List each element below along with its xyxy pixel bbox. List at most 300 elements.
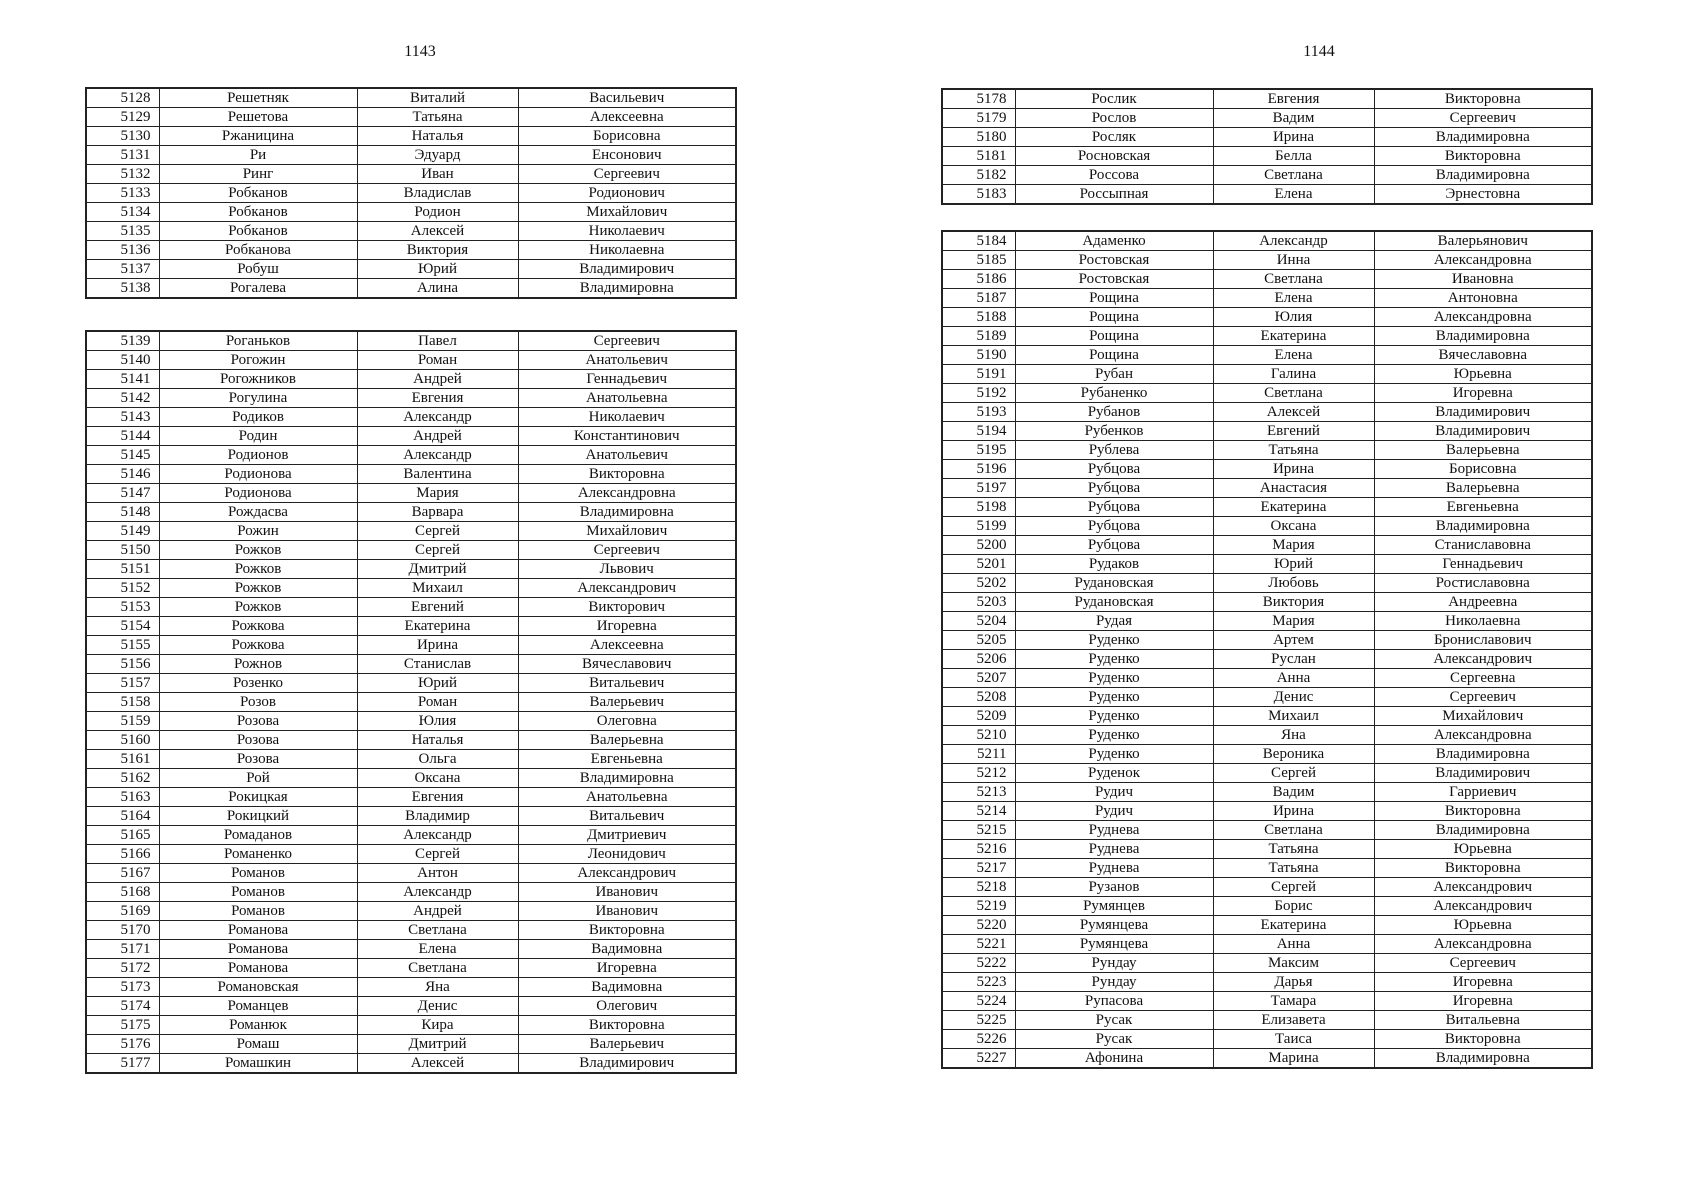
patronymic-cell: Вадимовна <box>518 978 736 997</box>
surname-cell: Робканов <box>159 222 357 241</box>
patronymic-cell: Михайлович <box>518 522 736 541</box>
first-name-cell: Дарья <box>1213 973 1374 992</box>
patronymic-cell: Сергеевич <box>518 165 736 184</box>
table-row <box>942 992 1592 1011</box>
patronymic-cell: Игоревна <box>518 617 736 636</box>
first-name-cell: Максим <box>1213 954 1374 973</box>
table-row <box>86 541 736 560</box>
first-name-cell: Екатерина <box>1213 916 1374 935</box>
surname-cell: Руденок <box>1015 764 1213 783</box>
patronymic-cell: Ростиславовна <box>1374 574 1592 593</box>
surname-cell: Розенко <box>159 674 357 693</box>
row-number-cell: 5150 <box>86 541 159 560</box>
row-number-cell: 5176 <box>86 1035 159 1054</box>
row-number-cell: 5195 <box>942 441 1015 460</box>
first-name-cell: Артем <box>1213 631 1374 650</box>
first-name-cell: Виктория <box>357 241 518 260</box>
patronymic-cell: Валерьевич <box>518 1035 736 1054</box>
patronymic-cell: Владимировна <box>1374 1049 1592 1069</box>
row-number-cell: 5220 <box>942 916 1015 935</box>
table-row <box>86 203 736 222</box>
row-number-cell: 5186 <box>942 270 1015 289</box>
surname-cell: Рундау <box>1015 954 1213 973</box>
table-row <box>942 1011 1592 1030</box>
first-name-cell: Александр <box>357 408 518 427</box>
table-row <box>86 1054 736 1074</box>
first-name-cell: Станислав <box>357 655 518 674</box>
first-name-cell: Таиса <box>1213 1030 1374 1049</box>
row-number-cell: 5192 <box>942 384 1015 403</box>
surname-cell: Рощина <box>1015 346 1213 365</box>
first-name-cell: Виктория <box>1213 593 1374 612</box>
row-number-cell: 5189 <box>942 327 1015 346</box>
row-number-cell: 5205 <box>942 631 1015 650</box>
first-name-cell: Александр <box>357 826 518 845</box>
surname-cell: Руденко <box>1015 650 1213 669</box>
table-row <box>86 997 736 1016</box>
table-row <box>86 617 736 636</box>
patronymic-cell: Валерьевна <box>518 731 736 750</box>
row-number-cell: 5190 <box>942 346 1015 365</box>
surname-cell: Романюк <box>159 1016 357 1035</box>
table-row <box>942 147 1592 166</box>
row-number-cell: 5134 <box>86 203 159 222</box>
row-number-cell: 5210 <box>942 726 1015 745</box>
surname-cell: Рожкова <box>159 617 357 636</box>
patronymic-cell: Константинович <box>518 427 736 446</box>
first-name-cell: Татьяна <box>357 108 518 127</box>
first-name-cell: Светлана <box>357 959 518 978</box>
patronymic-cell: Игоревна <box>1374 992 1592 1011</box>
row-number-cell: 5207 <box>942 669 1015 688</box>
table-row <box>942 631 1592 650</box>
row-number-cell: 5175 <box>86 1016 159 1035</box>
table-row <box>86 731 736 750</box>
row-number-cell: 5196 <box>942 460 1015 479</box>
row-number-cell: 5161 <box>86 750 159 769</box>
table-row <box>86 165 736 184</box>
surname-cell: Руденко <box>1015 707 1213 726</box>
patronymic-cell: Геннадьевич <box>1374 555 1592 574</box>
surname-cell: Романов <box>159 883 357 902</box>
first-name-cell: Сергей <box>1213 878 1374 897</box>
row-number-cell: 5185 <box>942 251 1015 270</box>
first-name-cell: Татьяна <box>1213 441 1374 460</box>
first-name-cell: Елена <box>1213 289 1374 308</box>
surname-cell: Романова <box>159 959 357 978</box>
row-number-cell: 5162 <box>86 769 159 788</box>
row-number-cell: 5166 <box>86 845 159 864</box>
table-row <box>86 826 736 845</box>
first-name-cell: Александр <box>357 446 518 465</box>
patronymic-cell: Витальевич <box>518 807 736 826</box>
first-name-cell: Анна <box>1213 935 1374 954</box>
patronymic-cell: Васильевич <box>518 88 736 108</box>
first-name-cell: Виталий <box>357 88 518 108</box>
surname-cell: Рудановская <box>1015 593 1213 612</box>
table-row <box>86 370 736 389</box>
table-row <box>86 902 736 921</box>
table-row <box>86 693 736 712</box>
first-name-cell: Михаил <box>357 579 518 598</box>
table-row <box>86 184 736 203</box>
patronymic-cell: Сергеевич <box>1374 954 1592 973</box>
first-name-cell: Мария <box>1213 536 1374 555</box>
surname-cell: Рубенков <box>1015 422 1213 441</box>
surname-cell: Рожнов <box>159 655 357 674</box>
patronymic-cell: Владимировна <box>1374 166 1592 185</box>
patronymic-cell: Игоревна <box>518 959 736 978</box>
row-number-cell: 5199 <box>942 517 1015 536</box>
surname-cell: Румянцева <box>1015 916 1213 935</box>
table-row <box>86 503 736 522</box>
row-number-cell: 5180 <box>942 128 1015 147</box>
surname-cell: Рожков <box>159 541 357 560</box>
row-number-cell: 5216 <box>942 840 1015 859</box>
table-row <box>86 940 736 959</box>
row-number-cell: 5137 <box>86 260 159 279</box>
surname-cell: Рождасва <box>159 503 357 522</box>
patronymic-cell: Алексеевна <box>518 636 736 655</box>
first-name-cell: Родион <box>357 203 518 222</box>
surname-cell: Рубцова <box>1015 479 1213 498</box>
table-row <box>942 878 1592 897</box>
patronymic-cell: Михайлович <box>1374 707 1592 726</box>
patronymic-cell: Владимировна <box>1374 517 1592 536</box>
row-number-cell: 5151 <box>86 560 159 579</box>
first-name-cell: Иван <box>357 165 518 184</box>
patronymic-cell: Александровна <box>1374 308 1592 327</box>
table-row <box>942 231 1592 251</box>
table-row <box>942 128 1592 147</box>
surname-cell: Руденко <box>1015 631 1213 650</box>
first-name-cell: Марина <box>1213 1049 1374 1069</box>
patronymic-cell: Викторовна <box>518 465 736 484</box>
row-number-cell: 5152 <box>86 579 159 598</box>
table-row <box>86 522 736 541</box>
row-number-cell: 5209 <box>942 707 1015 726</box>
row-number-cell: 5221 <box>942 935 1015 954</box>
table-row <box>86 883 736 902</box>
patronymic-cell: Александровна <box>1374 726 1592 745</box>
row-number-cell: 5145 <box>86 446 159 465</box>
row-number-cell: 5156 <box>86 655 159 674</box>
table-row <box>942 859 1592 878</box>
surname-cell: Рогулина <box>159 389 357 408</box>
patronymic-cell: Брониславович <box>1374 631 1592 650</box>
patronymic-cell: Игоревна <box>1374 973 1592 992</box>
surname-cell: Романцев <box>159 997 357 1016</box>
first-name-cell: Анастасия <box>1213 479 1374 498</box>
surname-cell: Роганьков <box>159 331 357 351</box>
patronymic-cell: Витальевич <box>518 674 736 693</box>
patronymic-cell: Александрович <box>518 579 736 598</box>
table-row <box>86 674 736 693</box>
first-name-cell: Сергей <box>1213 764 1374 783</box>
first-name-cell: Галина <box>1213 365 1374 384</box>
surname-cell: Романовская <box>159 978 357 997</box>
patronymic-cell: Сергеевна <box>1374 669 1592 688</box>
surname-cell: Розова <box>159 750 357 769</box>
surname-cell: Ри <box>159 146 357 165</box>
surname-cell: Розов <box>159 693 357 712</box>
first-name-cell: Татьяна <box>1213 859 1374 878</box>
patronymic-cell: Юрьевна <box>1374 840 1592 859</box>
first-name-cell: Вероника <box>1213 745 1374 764</box>
first-name-cell: Роман <box>357 693 518 712</box>
roster-table <box>85 87 737 299</box>
surname-cell: Рослов <box>1015 109 1213 128</box>
surname-cell: Рубцова <box>1015 460 1213 479</box>
first-name-cell: Евгения <box>1213 89 1374 109</box>
table-row <box>942 745 1592 764</box>
table-row <box>942 593 1592 612</box>
patronymic-cell: Сергеевич <box>1374 109 1592 128</box>
surname-cell: Романова <box>159 940 357 959</box>
row-number-cell: 5168 <box>86 883 159 902</box>
patronymic-cell: Вадимовна <box>518 940 736 959</box>
table-row <box>86 921 736 940</box>
roster-table <box>941 230 1593 1069</box>
first-name-cell: Владимир <box>357 807 518 826</box>
surname-cell: Руденко <box>1015 688 1213 707</box>
patronymic-cell: Вячеславовна <box>1374 346 1592 365</box>
right-page <box>847 0 1694 1200</box>
table-row <box>942 764 1592 783</box>
patronymic-cell: Владимирович <box>518 260 736 279</box>
table-row <box>86 978 736 997</box>
table-row <box>942 669 1592 688</box>
surname-cell: Рожков <box>159 579 357 598</box>
row-number-cell: 5146 <box>86 465 159 484</box>
row-number-cell: 5197 <box>942 479 1015 498</box>
row-number-cell: 5204 <box>942 612 1015 631</box>
patronymic-cell: Сергеевич <box>518 331 736 351</box>
first-name-cell: Светлана <box>1213 166 1374 185</box>
row-number-cell: 5135 <box>86 222 159 241</box>
surname-cell: Рубан <box>1015 365 1213 384</box>
surname-cell: Рубцова <box>1015 517 1213 536</box>
first-name-cell: Евгения <box>357 389 518 408</box>
patronymic-cell: Александрович <box>1374 897 1592 916</box>
first-name-cell: Андрей <box>357 902 518 921</box>
patronymic-cell: Владимировна <box>1374 821 1592 840</box>
table-row <box>942 460 1592 479</box>
first-name-cell: Елена <box>357 940 518 959</box>
first-name-cell: Ирина <box>1213 802 1374 821</box>
table-row <box>86 1016 736 1035</box>
table-row <box>86 446 736 465</box>
first-name-cell: Мария <box>357 484 518 503</box>
first-name-cell: Андрей <box>357 427 518 446</box>
surname-cell: Родионов <box>159 446 357 465</box>
page-number: 1143 <box>404 43 436 60</box>
table-row <box>942 270 1592 289</box>
first-name-cell: Светлана <box>1213 270 1374 289</box>
first-name-cell: Борис <box>1213 897 1374 916</box>
patronymic-cell: Николаевич <box>518 408 736 427</box>
patronymic-cell: Борисовна <box>518 127 736 146</box>
table-row <box>942 109 1592 128</box>
table-row <box>942 327 1592 346</box>
table-row <box>86 864 736 883</box>
patronymic-cell: Владимировна <box>1374 745 1592 764</box>
patronymic-cell: Андреевна <box>1374 593 1592 612</box>
surname-cell: Рокицкий <box>159 807 357 826</box>
table-row <box>942 897 1592 916</box>
surname-cell: Рожков <box>159 598 357 617</box>
table-row <box>86 351 736 370</box>
surname-cell: Робканова <box>159 241 357 260</box>
patronymic-cell: Владимировна <box>518 769 736 788</box>
row-number-cell: 5213 <box>942 783 1015 802</box>
patronymic-cell: Иванович <box>518 902 736 921</box>
patronymic-cell: Иванович <box>518 883 736 902</box>
row-number-cell: 5169 <box>86 902 159 921</box>
patronymic-cell: Николаевич <box>518 222 736 241</box>
row-number-cell: 5201 <box>942 555 1015 574</box>
table-row <box>942 498 1592 517</box>
row-number-cell: 5222 <box>942 954 1015 973</box>
surname-cell: Родионова <box>159 484 357 503</box>
table-row <box>942 1030 1592 1049</box>
surname-cell: Робканов <box>159 184 357 203</box>
patronymic-cell: Олегович <box>518 997 736 1016</box>
first-name-cell: Юрий <box>357 674 518 693</box>
surname-cell: Романов <box>159 864 357 883</box>
row-number-cell: 5224 <box>942 992 1015 1011</box>
patronymic-cell: Сергеевич <box>1374 688 1592 707</box>
table-row <box>86 750 736 769</box>
row-number-cell: 5143 <box>86 408 159 427</box>
patronymic-cell: Сергеевич <box>518 541 736 560</box>
table-row <box>942 251 1592 270</box>
patronymic-cell: Анатольевич <box>518 351 736 370</box>
surname-cell: Рой <box>159 769 357 788</box>
surname-cell: Розова <box>159 712 357 731</box>
table-row <box>942 422 1592 441</box>
roster-table <box>85 330 737 1074</box>
table-row <box>86 127 736 146</box>
table-row <box>942 916 1592 935</box>
table-row <box>942 688 1592 707</box>
table-row <box>942 707 1592 726</box>
first-name-cell: Вадим <box>1213 783 1374 802</box>
patronymic-cell: Викторовна <box>1374 147 1592 166</box>
surname-cell: Руднева <box>1015 821 1213 840</box>
surname-cell: Решетняк <box>159 88 357 108</box>
row-number-cell: 5133 <box>86 184 159 203</box>
patronymic-cell: Викторовна <box>1374 859 1592 878</box>
surname-cell: Рощина <box>1015 327 1213 346</box>
first-name-cell: Ольга <box>357 750 518 769</box>
first-name-cell: Анна <box>1213 669 1374 688</box>
surname-cell: Рупасова <box>1015 992 1213 1011</box>
table-row <box>942 384 1592 403</box>
first-name-cell: Евгений <box>1213 422 1374 441</box>
table-row <box>942 289 1592 308</box>
row-number-cell: 5163 <box>86 788 159 807</box>
surname-cell: Ржаницина <box>159 127 357 146</box>
surname-cell: Рокицкая <box>159 788 357 807</box>
table-row <box>942 726 1592 745</box>
patronymic-cell: Евгеньевна <box>1374 498 1592 517</box>
first-name-cell: Александр <box>357 883 518 902</box>
row-number-cell: 5167 <box>86 864 159 883</box>
row-number-cell: 5193 <box>942 403 1015 422</box>
row-number-cell: 5129 <box>86 108 159 127</box>
patronymic-cell: Эрнестовна <box>1374 185 1592 205</box>
row-number-cell: 5177 <box>86 1054 159 1074</box>
surname-cell: Адаменко <box>1015 231 1213 251</box>
row-number-cell: 5217 <box>942 859 1015 878</box>
first-name-cell: Кира <box>357 1016 518 1035</box>
row-number-cell: 5159 <box>86 712 159 731</box>
surname-cell: Рубанов <box>1015 403 1213 422</box>
table-row <box>86 279 736 299</box>
surname-cell: Розова <box>159 731 357 750</box>
surname-cell: Рощина <box>1015 308 1213 327</box>
row-number-cell: 5149 <box>86 522 159 541</box>
patronymic-cell: Станиславовна <box>1374 536 1592 555</box>
surname-cell: Романова <box>159 921 357 940</box>
row-number-cell: 5131 <box>86 146 159 165</box>
row-number-cell: 5171 <box>86 940 159 959</box>
patronymic-cell: Владимирович <box>1374 764 1592 783</box>
table-row <box>942 954 1592 973</box>
table-row <box>942 308 1592 327</box>
surname-cell: Рожкова <box>159 636 357 655</box>
first-name-cell: Алина <box>357 279 518 299</box>
surname-cell: Рудаков <box>1015 555 1213 574</box>
patronymic-cell: Игоревна <box>1374 384 1592 403</box>
table-row <box>86 260 736 279</box>
row-number-cell: 5173 <box>86 978 159 997</box>
surname-cell: Руденко <box>1015 669 1213 688</box>
patronymic-cell: Владимировна <box>1374 327 1592 346</box>
surname-cell: Робканов <box>159 203 357 222</box>
table-row <box>86 579 736 598</box>
first-name-cell: Сергей <box>357 522 518 541</box>
surname-cell: Рудич <box>1015 802 1213 821</box>
row-number-cell: 5194 <box>942 422 1015 441</box>
surname-cell: Ромаш <box>159 1035 357 1054</box>
first-name-cell: Белла <box>1213 147 1374 166</box>
surname-cell: Родин <box>159 427 357 446</box>
patronymic-cell: Александровна <box>1374 935 1592 954</box>
table-row <box>86 959 736 978</box>
patronymic-cell: Валерьевна <box>1374 479 1592 498</box>
row-number-cell: 5172 <box>86 959 159 978</box>
patronymic-cell: Михайлович <box>518 203 736 222</box>
row-number-cell: 5211 <box>942 745 1015 764</box>
row-number-cell: 5191 <box>942 365 1015 384</box>
table-row <box>86 465 736 484</box>
row-number-cell: 5200 <box>942 536 1015 555</box>
first-name-cell: Екатерина <box>357 617 518 636</box>
patronymic-cell: Владимировна <box>518 503 736 522</box>
table-row <box>942 555 1592 574</box>
first-name-cell: Татьяна <box>1213 840 1374 859</box>
first-name-cell: Сергей <box>357 845 518 864</box>
table-row <box>942 517 1592 536</box>
first-name-cell: Евгений <box>357 598 518 617</box>
row-number-cell: 5153 <box>86 598 159 617</box>
row-number-cell: 5218 <box>942 878 1015 897</box>
table-row <box>942 536 1592 555</box>
first-name-cell: Яна <box>1213 726 1374 745</box>
first-name-cell: Ирина <box>357 636 518 655</box>
